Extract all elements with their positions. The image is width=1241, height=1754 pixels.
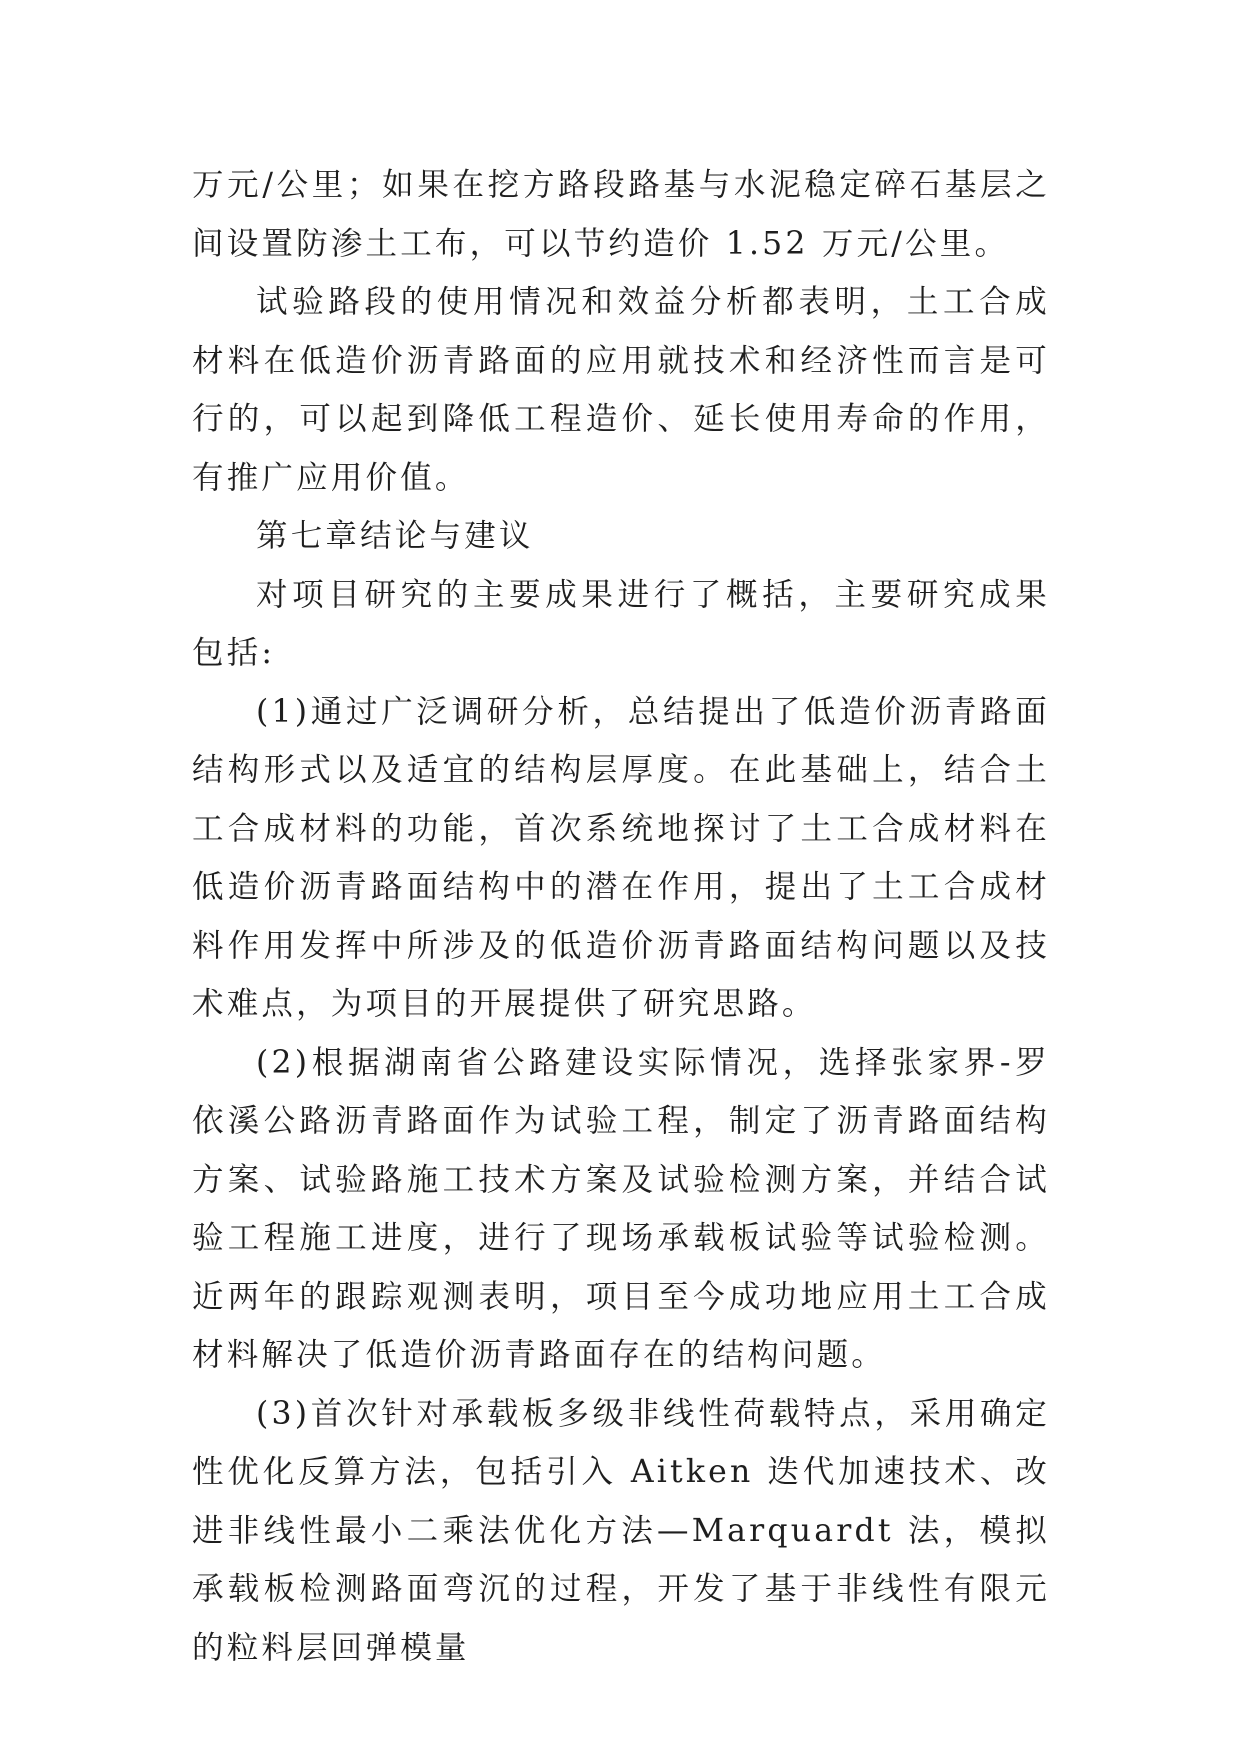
paragraph-summary-intro: 对项目研究的主要成果进行了概括，主要研究成果包括: [192, 576, 1050, 671]
paragraph-cost-savings: 万元/公里；如果在挖方路段路基与水泥稳定碎石基层之间设置防渗土工布，可以节约造价 1.52 万元/公里。 [192, 167, 1050, 262]
paragraph-finding-2: (2)根据湖南省公路建设实际情况，选择张家界-罗依溪公路沥青路面作为试验工程，制定了沥青路面结构方案、试验路施工技术方案及试验检测方案，并结合试验工程施工进度，进行了现场承载板试验等试验检测。近两年的跟踪观测表明，项目至今成功地应用土工合成材料解决了低造价沥青路面存在的结构问题。 [192, 1044, 1050, 1373]
chapter-heading: 第七章结论与建议 [256, 518, 534, 554]
paragraph-finding-1: (1)通过广泛调研分析，总结提出了低造价沥青路面结构形式以及适宜的结构层厚度。在此基础上，结合土工合成材料的功能，首次系统地探讨了土工合成材料在低造价沥青路面结构中的潜在作用，提出了土工合成材料作用发挥中所涉及的低造价沥青路面结构问题以及技术难点，为项目的开展提供了研究思路。 [192, 693, 1050, 1022]
document-body [192, 156, 1050, 1677]
paragraph-finding-3: (3)首次针对承载板多级非线性荷载特点，采用确定性优化反算方法，包括引入 Aitken 迭代加速技术、改进非线性最小二乘法优化方法—Marquardt 法，模拟承载板检测路面弯沉的过程，开发了基于非线性有限元的粒料层回弹模量 [192, 1395, 1050, 1666]
paragraph-test-section-analysis: 试验路段的使用情况和效益分析都表明，土工合成材料在低造价沥青路面的应用就技术和经济性而言是可行的，可以起到降低工程造价、延长使用寿命的作用，有推广应用价值。 [192, 284, 1050, 496]
